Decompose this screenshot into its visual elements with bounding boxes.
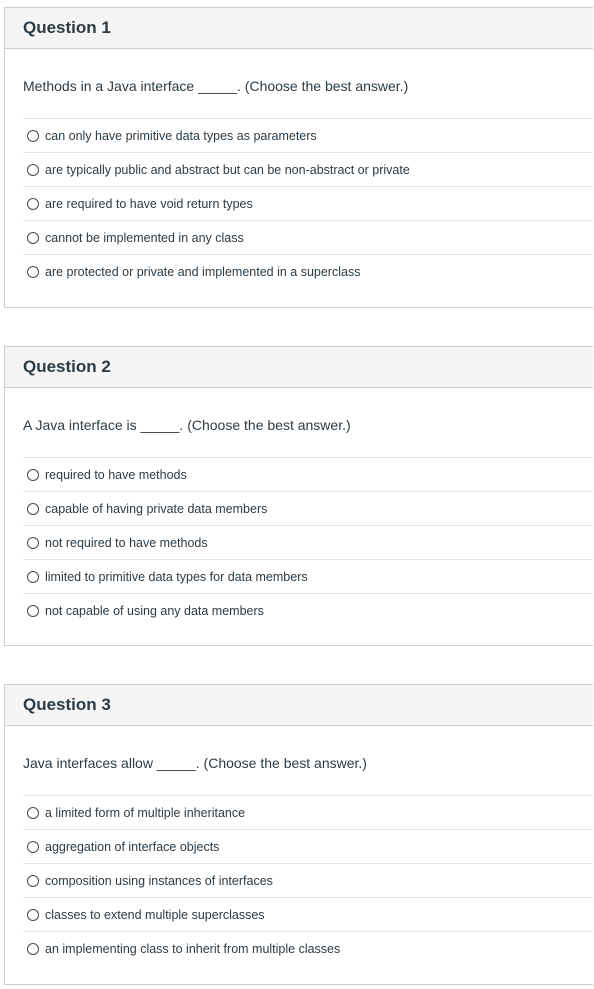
radio-button[interactable] (27, 807, 39, 819)
radio-button[interactable] (27, 909, 39, 921)
question-text: Java interfaces allow _____. (Choose the best answer.) (23, 755, 367, 771)
answer-option[interactable] (23, 152, 593, 186)
answer-label: capable of having private data members (45, 501, 268, 516)
answer-option[interactable] (23, 457, 593, 491)
answer-list (23, 795, 593, 965)
answer-option[interactable] (23, 254, 593, 288)
radio-button[interactable] (27, 198, 39, 210)
question-1 (4, 7, 593, 308)
answer-option[interactable] (23, 559, 593, 593)
answer-label: are typically public and abstract but can be non-abstract or private (45, 162, 410, 177)
answer-list (23, 118, 593, 288)
answer-label: are required to have void return types (45, 196, 253, 211)
answer-option[interactable] (23, 186, 593, 220)
answer-label: cannot be implemented in any class (45, 230, 244, 245)
radio-button[interactable] (27, 841, 39, 853)
question-2 (4, 346, 593, 646)
answer-option[interactable] (23, 931, 593, 965)
answer-label: can only have primitive data types as parameters (45, 128, 317, 143)
question-3 (4, 684, 593, 985)
answer-option[interactable] (23, 118, 593, 152)
answer-label: limited to primitive data types for data members (45, 569, 308, 584)
answer-label: not required to have methods (45, 535, 208, 550)
question-text: A Java interface is _____. (Choose the best answer.) (23, 417, 351, 433)
radio-button[interactable] (27, 571, 39, 583)
answer-label: classes to extend multiple superclasses (45, 907, 265, 922)
answer-option[interactable] (23, 525, 593, 559)
answer-label: not capable of using any data members (45, 603, 264, 618)
radio-button[interactable] (27, 537, 39, 549)
radio-button[interactable] (27, 266, 39, 278)
answer-label: required to have methods (45, 467, 187, 482)
radio-button[interactable] (27, 875, 39, 887)
radio-button[interactable] (27, 503, 39, 515)
answer-option[interactable] (23, 829, 593, 863)
answer-label: composition using instances of interfaces (45, 873, 273, 888)
answer-label: a limited form of multiple inheritance (45, 805, 246, 820)
answer-option[interactable] (23, 897, 593, 931)
answer-label: aggregation of interface objects (45, 839, 220, 854)
question-title: Question 2 (23, 357, 111, 376)
question-title: Question 3 (23, 695, 111, 714)
answer-list (23, 457, 593, 627)
radio-button[interactable] (27, 943, 39, 955)
question-header (5, 8, 593, 49)
question-header (5, 685, 593, 726)
radio-button[interactable] (27, 164, 39, 176)
answer-option[interactable] (23, 593, 593, 627)
radio-button[interactable] (27, 605, 39, 617)
answer-option[interactable] (23, 863, 593, 897)
answer-label: are protected or private and implemented in a superclass (45, 264, 361, 279)
question-text: Methods in a Java interface _____. (Choose the best answer.) (23, 78, 409, 94)
question-title: Question 1 (23, 18, 111, 37)
question-header (5, 347, 593, 388)
radio-button[interactable] (27, 469, 39, 481)
answer-label: an implementing class to inherit from multiple classes (45, 941, 341, 956)
radio-button[interactable] (27, 232, 39, 244)
radio-button[interactable] (27, 130, 39, 142)
answer-option[interactable] (23, 491, 593, 525)
answer-option[interactable] (23, 220, 593, 254)
answer-option[interactable] (23, 795, 593, 829)
